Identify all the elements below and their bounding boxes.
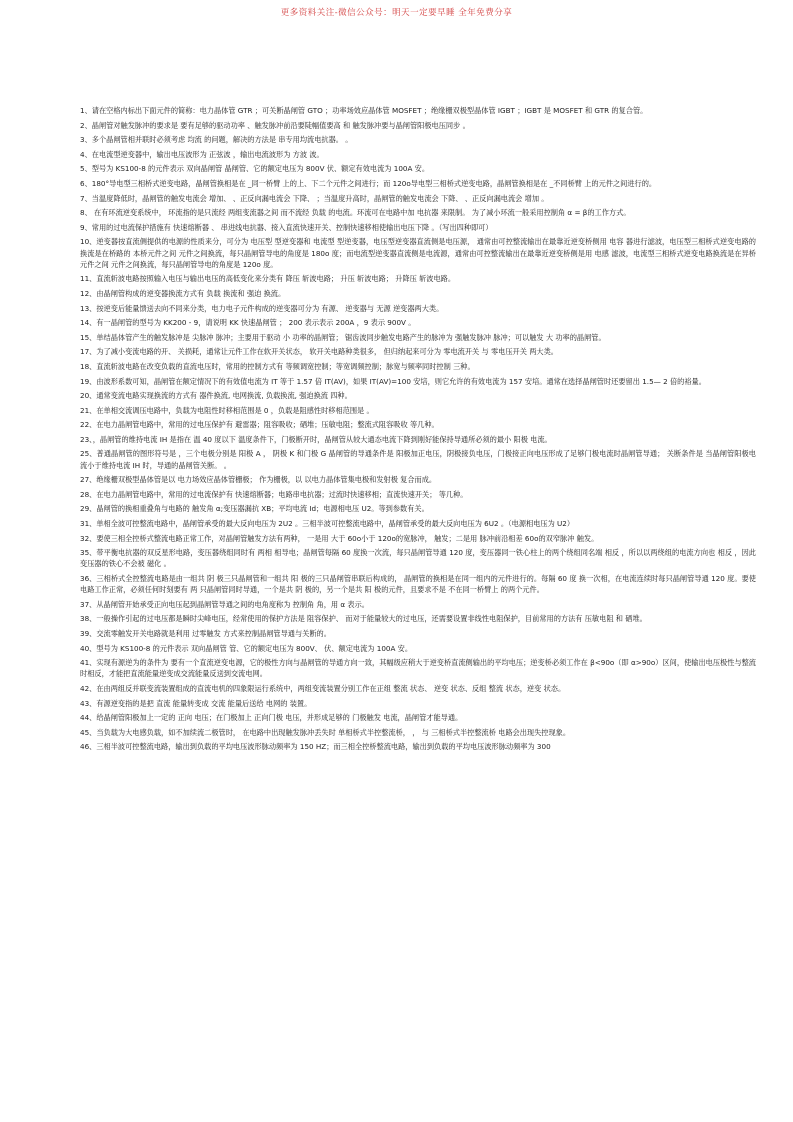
question-25: 25、普通晶闸管的图形符号是 ，三个电极分别是 阳极 A ， 阴极 K 和门极 G 晶闸管的导通条件是 阳极加正电压，阴极接负电压，门极接正向电压形成了足够门极电流时晶闸管导通； 关断条件是 当晶闸管阳极电流小于维持电流 IH 时，导通的晶闸管关断。 。 xyxy=(80,449,756,470)
question-6: 6、180°导电型三相桥式逆变电路，晶闸管换相是在 _同一桥臂 上的上、下二个元件之间进行；而 120o导电型三相桥式逆变电路，晶闸管换相是在 _不同桥臂 上的元件之间进行的。 xyxy=(80,178,657,188)
question-15: 15、单结晶体管产生的触发脉冲是 尖脉冲 脉冲；主要用于驱动 小 功率的晶闸管； 锯齿波同步触发电路产生的脉冲为 强触发脉冲 脉冲；可以触发 大 功率的晶闸管。 xyxy=(80,332,606,342)
question-42: 42、在由两组反并联变流装置组成的直流电机的四象限运行系统中，两组变流装置分别工作在正组 整流 状态、 逆变 状态、反组 整流 状态，逆变 状态。 xyxy=(80,684,566,693)
question-29: 29、晶闸管的换相重叠角与电路的 触发角 α;变压器漏抗 XB；平均电流 Id；电源相电压 U2。等到参数有关。 xyxy=(80,504,429,514)
question-41: 41、实现有源逆为的条件为 要有一个直流逆变电源，它的极性方向与晶闸管的导通方向一致，其幅级应稍大于逆变桥直流侧输出的平均电压；逆变桥必须工作在 β<90o（即 α>90o）区间，使输出电压极性与整流时相反，才能把直流能量逆变成交流能量反送到交流电网。 xyxy=(80,658,756,679)
question-10: 10、逆变器按直流侧提供的电源的性质来分，可分为 电压型 型逆变器和 电流型 型逆变器，电压型逆变器直流侧是电压源， 通常由可控整流输出在最靠近逆变桥侧用 电容 器进行滤波，电压型三相桥式逆变电路的换流是在桥路的 本桥元件之间 元件之间换流，每只晶闸管导电的角度是 180o 度；而电流型逆变器直流侧是电流源，通常由可控整流输出在最靠近逆变桥侧是用 电感 滤波，电流型三相桥式逆变电路换流是在异桥元件之间 元件之间换流，每只晶闸管导电的角度是 120o 度。 xyxy=(80,237,756,269)
question-23: 23、，晶闸管的维持电流 IH 是指在 温 40 度以下 温度条件下，门极断开时，晶闸管从较大通态电流下降到刚好能保持导通所必须的最小 阳极 电流。 xyxy=(80,434,552,444)
question-32: 32、要使三相全控桥式整流电路正常工作，对晶闸管触发方法有两种， 一是用 大于 60o小于 120o的宽脉冲， 触发；二是用 脉冲前沿相差 60o的双窄脉冲 触发。 xyxy=(80,533,599,543)
question-35: 35、带平衡电抗器的双反星形电路，变压器绕组同时有 两相 相导电；晶闸管每隔 60 度换一次流，每只晶闸管导通 120 度，变压器同一铁心柱上的两个绕组同名端 相反 ，所以以两绕组的电流方向也 相反 ，因此变压器的铁心不会被 磁化 。 xyxy=(80,548,756,569)
question-7: 7、当温度降低时，晶闸管的触发电流会 增加、 、正反向漏电流会 下降、 ；当温度升高时，晶闸管的触发电流会 下降、 、正反向漏电流会 增加 。 xyxy=(80,193,549,203)
question-46: 46、三相半波可控整流电路，输出到负载的平均电压波形脉动频率为 150 HZ；而三相全控桥整流电路，输出到负载的平均电压波形脉动频率为 300 xyxy=(80,742,551,752)
question-3: 3、多个晶闸管相并联时必须考虑 均流 的问题，解决的方法是 串专用均流电抗器。 。 xyxy=(80,135,353,145)
question-11: 11、直流斩波电路按照输入电压与输出电压的高低变化来分类有 降压 斩波电路； 升压 斩波电路； 升降压 斩波电路。 xyxy=(80,274,456,284)
question-list xyxy=(80,105,756,756)
question-2: 2、晶闸管对触发脉冲的要求是 要有足够的驱动功率 、触发脉冲前沿要陡幅值要高 和 触发脉冲要与晶闸管阳极电压同步 。 xyxy=(80,120,470,130)
question-37: 37、从晶闸管开始承受正向电压起到晶闸管导通之间的电角度称为 控制角 角，用 α 表示。 xyxy=(80,599,369,609)
question-20: 20、通常变流电路实现换流的方式有 器件换流, 电网换流, 负载换流, 强迫换流 四种。 xyxy=(80,391,352,401)
question-27: 27、绝缘栅双极型晶体管是以 电力场效应晶体管栅极； 作为栅极，以 以电力晶体管集电极和发射极 复合而成。 xyxy=(80,475,437,485)
question-12: 12、由晶闸管构成的逆变器换流方式有 负载 换流和 强迫 换流。 xyxy=(80,288,286,298)
header-banner: 更多资料关注-微信公众号：明天一定要早睡 全年免费分享 xyxy=(280,8,513,18)
question-31: 31、单相全波可控整流电路中，晶闸管承受的最大反向电压为 2U2 。三相半波可控整流电路中，晶闸管承受的最大反向电压为 6U2 。（电源相电压为 U2） xyxy=(80,519,575,529)
question-4: 4、在电流型逆变器中，输出电压波形为 正弦波 ，输出电流波形为 方波 波。 xyxy=(80,149,324,159)
question-19: 19、由波形系数可知，晶闸管在额定情况下的有效值电流为 IT 等于 1.57 倍 IT(AV)，如果 IT(AV)=100 安培，则它允许的有效电流为 157 安培。通常在选择晶闸管时还要留出 1.5— 2 倍的裕量。 xyxy=(80,376,706,386)
question-39: 39、交流零触发开关电路就是利用 过零触发 方式来控制晶闸管导通与关断的。 xyxy=(80,629,331,639)
question-44: 44、给晶闸管阳极加上一定的 正向 电压；在门极加上 正向门极 电压，并形成足够的 门极触发 电流，晶闸管才能导通。 xyxy=(80,713,463,723)
question-5: 5、型号为 KS100-8 的元件表示 双向晶闸管 晶闸管、它的额定电压为 800V 伏、额定有效电流为 100A 安。 xyxy=(80,164,430,174)
question-9: 9、常用的过电流保护措施有 快速熔断器 、 串进线电抗器、接入直流快速开关、控制快速移相使输出电压下降 。（写出四种即可） xyxy=(80,222,493,232)
question-28: 28、在电力晶闸管电路中，常用的过电流保护有 快速熔断器；电路串电抗器；过流时快速移相；直流快速开关； 等几种。 xyxy=(80,489,468,499)
question-40: 40、型号为 KS100-8 的元件表示 双向晶闸管 管、它的额定电压为 800V、 伏、额定电流为 100A 安。 xyxy=(80,643,413,653)
question-22: 22、在电力晶闸管电路中，常用的过电压保护有 避雷器；阻容吸收；硒堆；压敏电阻；整流式阻容吸收 等几种。 xyxy=(80,420,439,430)
question-8: 8、 在有环流逆变系统中， 环流指的是只流经 两组变流器之间 而不流经 负载 的电流。环流可在电路中加 电抗器 来限制。 为了减小环流一般采用控制角 α = β的工作方式。 xyxy=(80,208,631,218)
question-45: 45、当负载为大电感负载，如不加续流二极管时， 在电路中出现触发脉冲丢失时 单相桥式半控整流桥， ， 与 三相桥式半控整流桥 电路会出现失控现象。 xyxy=(80,727,571,737)
question-43: 43、有源逆变指的是把 直流 能量转变成 交流 能量后送给 电网的 装置。 xyxy=(80,698,312,708)
question-18: 18、直流斩波电路在改变负载的直流电压时，常用的控制方式有 等频调宽控制；等宽调频控制；脉宽与频率同时控制 三种。 xyxy=(80,361,475,371)
question-14: 14、有一晶闸管的型号为 KK200 - 9，请说明 KK 快速晶闸管 ； 200 表示表示 200A ，9 表示 900V 。 xyxy=(80,318,416,328)
question-36: 36、三相桥式全控整流电路是由一组共 阴 极三只晶闸管和一组共 阳 极的三只晶闸管串联后构成的， 晶闸管的换相是在同一组内的元件进行的。每隔 60 度 换一次相，在电流连续时每只晶闸管导通 120 度。要使电路工作正常，必须任何时刻要有 两 只晶闸管同时导通，一个是共 阴 极的，另一个是共 阳 极的元件，且要求不是 不在同一桥臂上 的两个元件。 xyxy=(80,574,756,595)
question-21: 21、在单相交流调压电路中，负载为电阻性时移相范围是 0 ，负载是阻感性时移相范围是 。 xyxy=(80,405,374,415)
question-17: 17、为了减小变流电路的开、 关损耗，通常让元件工作在软开关状态， 软开关电路种类很多， 但归纳起来可分为 零电流开关 与 零电压开关 两大类。 xyxy=(80,347,558,357)
question-1: 1、请在空格内标出下面元件的简称：电力晶体管 GTR ；可关断晶闸管 GTO ；功率场效应晶体管 MOSFET ；绝缘栅双极型晶体管 IGBT ；IGBT 是 MOSFET 和 GTR 的复合管。 xyxy=(80,106,648,115)
question-13: 13、按逆变后能量馈送去向不同来分类，电力电子元件构成的逆变器可分为 有源、 逆变器与 无源 逆变器两大类。 xyxy=(80,303,444,313)
question-38: 38、一般操作引起的过电压都是瞬时尖峰电压，经常使用的保护方法是 阻容保护、 而对于能量较大的过电压，还需要设置非线性电阻保护，目前常用的方法有 压敏电阻 和 硒堆。 xyxy=(80,614,647,624)
